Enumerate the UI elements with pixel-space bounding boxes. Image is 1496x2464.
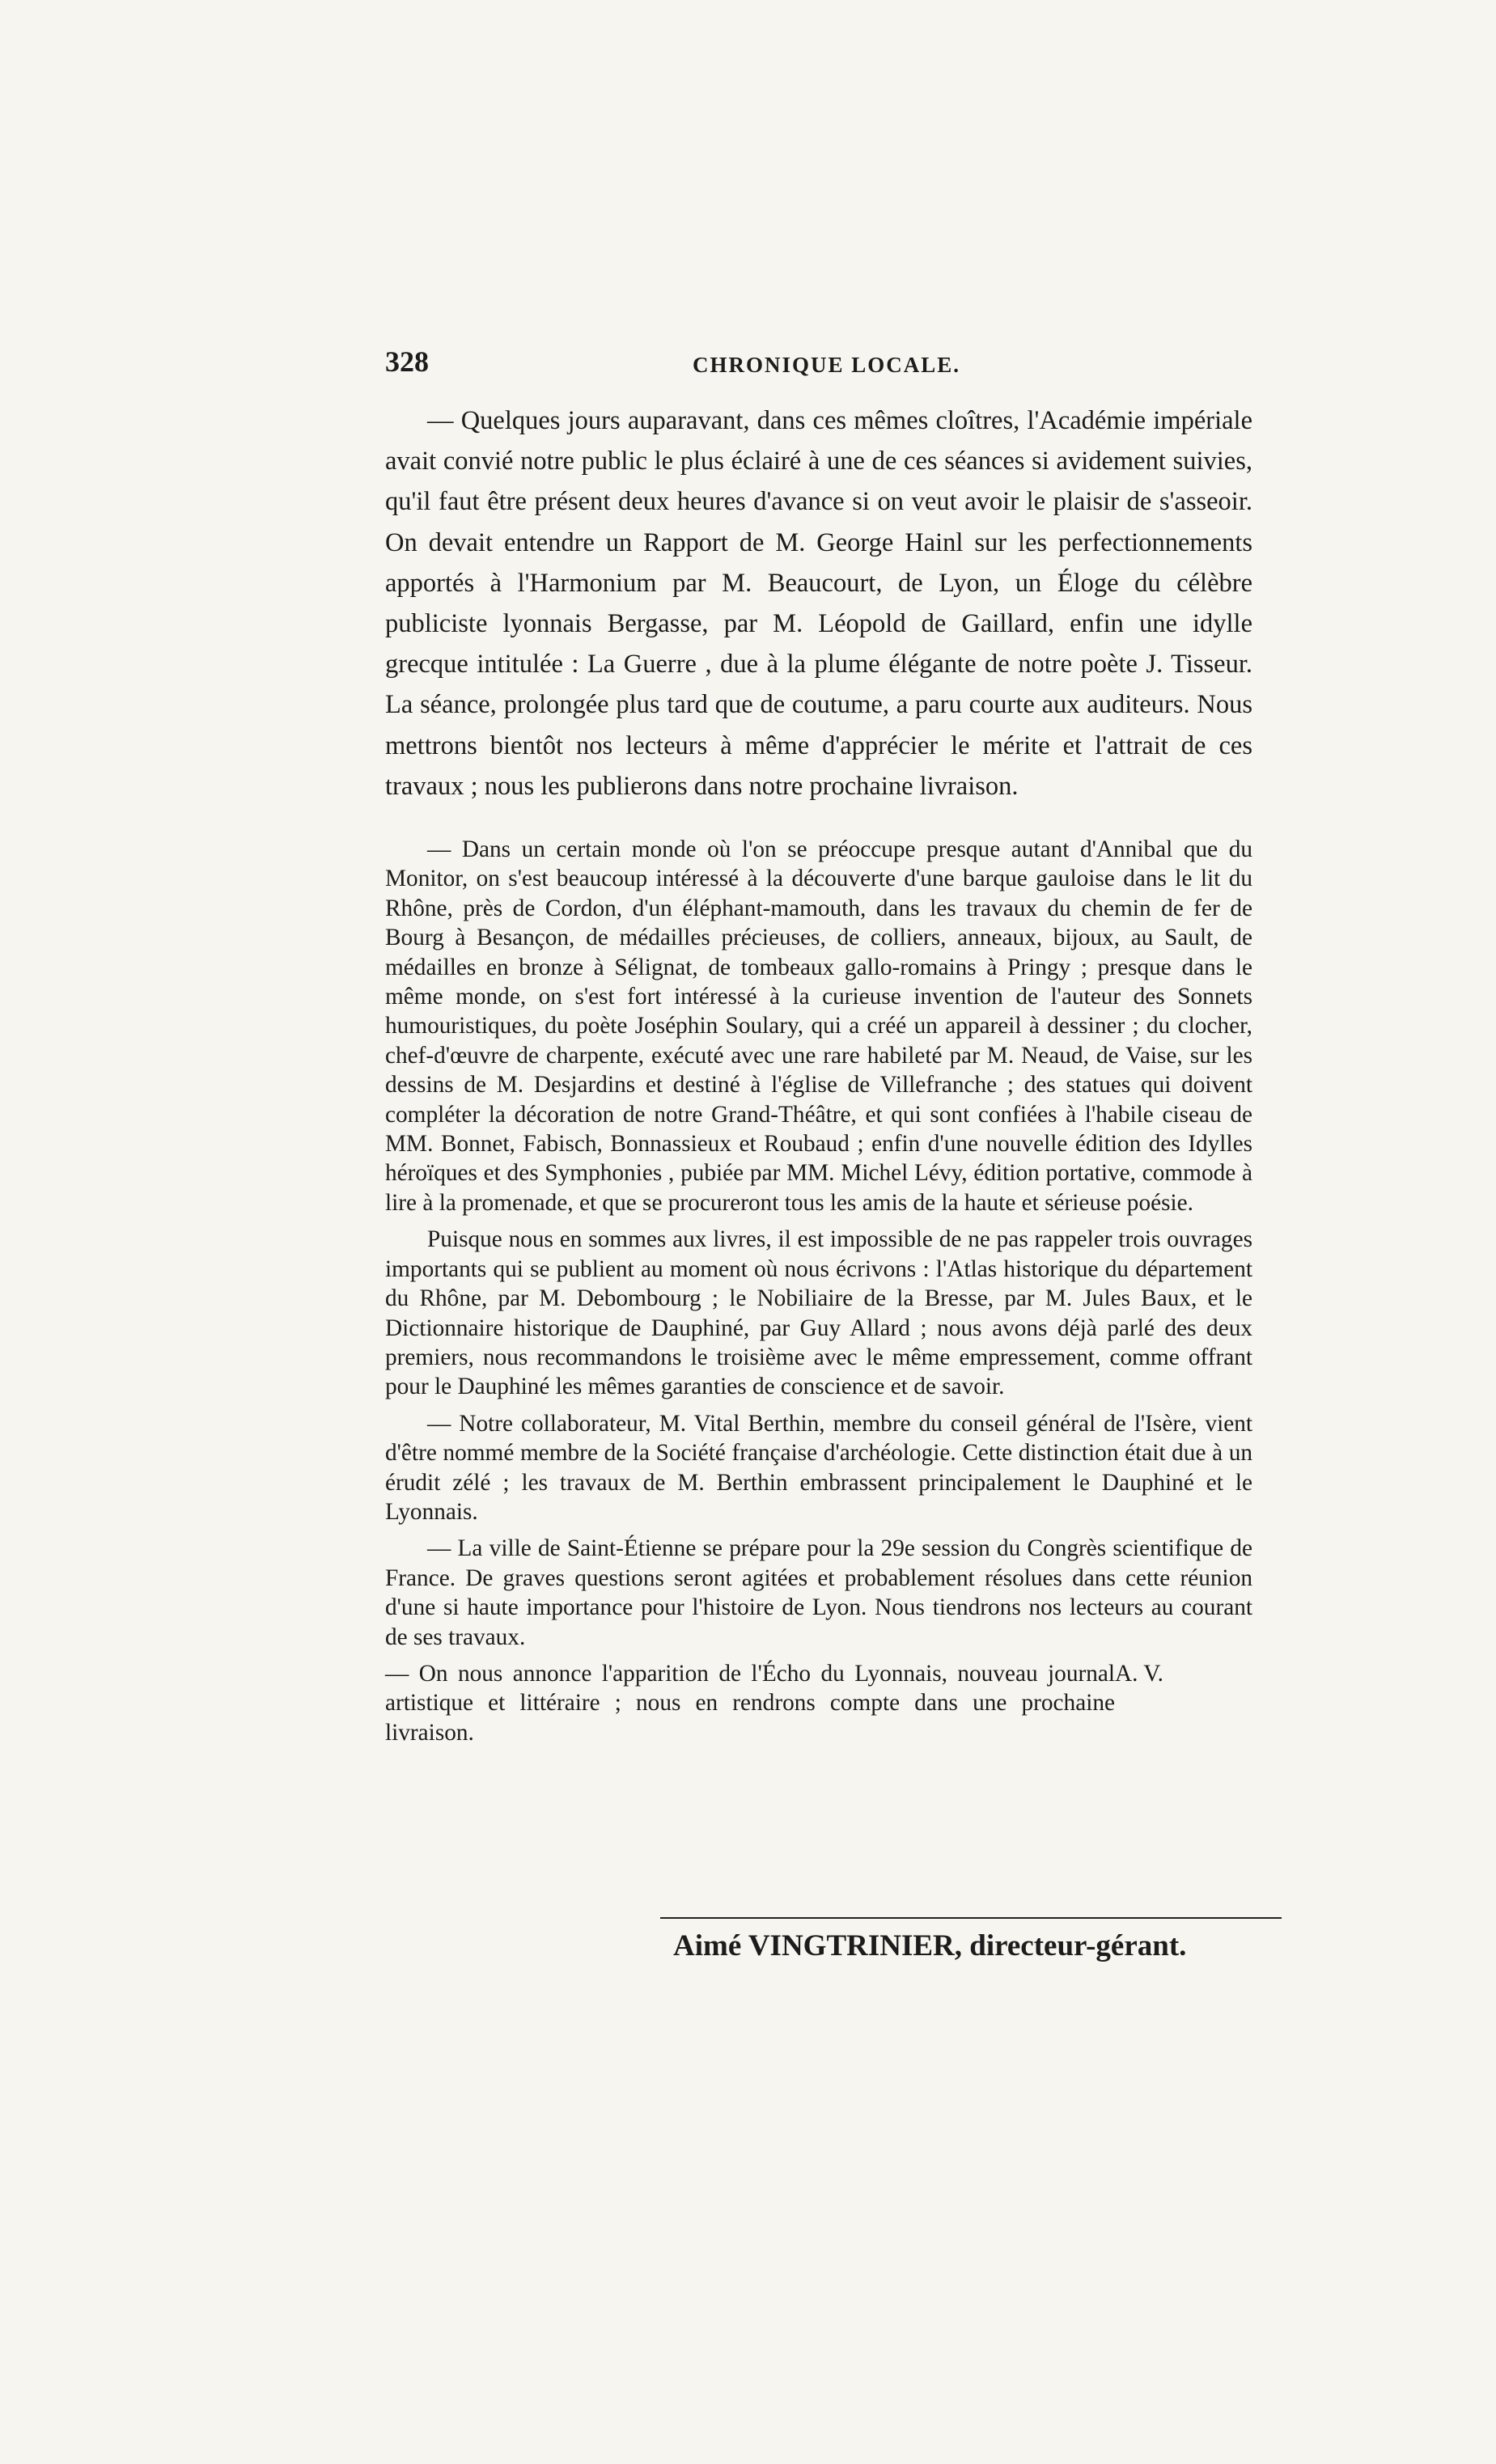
paragraph-berthin: — Notre collaborateur, M. Vital Berthin, membre du conseil général de l'Isère, vient d'être nommé membre de la Société française d'archéologie. Cette distinction était due à un érudit zélé ; les travaux de M. Berthin embrassent principalement le Dauphiné et le Lyonnais. [385,1410,1252,1525]
page-header [385,338,1267,387]
paragraph-livres: Puisque nous en sommes aux livres, il est impossible de ne pas rappeler trois ouvrages importants qui se publient au moment où nous écrivons : l'Atlas historique du département du Rhône, par M. Debombourg ; le Nobiliaire de la Bresse, par M. Jules Baux, et le Dictionnaire historique de Dauphiné, par Guy Allard ; nous avons déjà parlé des deux premiers, nous recommandons le troisième avec le même empressement, comme offrant pour le Dauphiné les mêmes garanties de conscience et de savoir. [385,1226,1252,1400]
paragraph-congres: — La ville de Saint-Étienne se prépare pour la 29e session du Congrès scientifique de France. De graves questions seront agitées et probablement résolues dans cette réunion d'une si haute importance pour l'histoire de Lyon. Nous tiendrons nos lecteurs au courant de ses travaux. [385,1535,1252,1650]
director-signature: Aimé VINGTRINIER, directeur-gérant. [673,1929,1187,1962]
paragraph-academie: — Quelques jours auparavant, dans ces mêmes cloîtres, l'Académie impériale avait convié notre public le plus éclairé à une de ces séances si avidement suivies, qu'il faut être présent deux heures d'avance si on veut avoir le plaisir de s'asseoir. On devait entendre un Rapport de M. George Hainl sur les perfectionnements apportés à l'Harmonium par M. Beaucourt, de Lyon, un Éloge du célèbre publiciste lyonnais Bergasse, par M. Léopold de Gaillard, enfin une idylle grecque intitulée : La Guerre , due à la plume élégante de notre poète J. Tisseur. La séance, prolongée plus tard que de coutume, a paru courte aux auditeurs. Nous mettrons bientôt nos lecteurs à même d'apprécier le mérite et l'attrait de ces travaux ; nous les publierons dans notre prochaine livraison. [385,406,1252,801]
text-block-large [385,400,1252,807]
author-initials: A. V. [1115,1660,1163,1687]
paragraph-decouvertes: — Dans un certain monde où l'on se préoccupe presque autant d'Annibal que du Monitor, on s'est beaucoup intéressé à la découverte d'une barque gauloise dans le lit du Rhône, près de Cordon, d'un éléphant-mamouth, dans les travaux du chemin de fer de Bourg à Besançon, de médailles précieuses, de colliers, anneaux, bijoux, au Sault, de médailles en bronze à Sélignat, de tombeaux gallo-romains à Pringy ; presque dans le même monde, on s'est fort intéressé à la curieuse invention de l'auteur des Sonnets humouristiques, du poète Joséphin Soulary, qui a créé un appareil à dessiner ; du clocher, chef-d'œuvre de charpente, exécuté avec une rare habileté par M. Neaud, de Vaise, sur les dessins de M. Desjardins et destiné à l'église de Villefranche ; des statues qui doivent compléter la décoration de notre Grand-Théâtre, et qui sont confiées à l'habile ciseau de MM. Bonnet, Fabisch, Bonnassieux et Roubaud ; enfin d'une nouvelle édition des Idylles héroïques et des Symphonies , pubiée par MM. Michel Lévy, édition portative, commode à lire à la promenade, et que se procureront tous les amis de la haute et sérieuse poésie. [385,836,1252,1216]
paragraph-echo [385,1659,1252,1747]
running-title: CHRONIQUE LOCALE. [693,353,961,377]
page-number: 328 [385,345,429,378]
paragraph-echo-text: — On nous annonce l'apparition de l'Écho du Lyonnais, nouveau journal artistique et littéraire ; nous en rendrons compte dans une prochaine livraison. [385,1660,1116,1746]
footer-rule [660,1917,1282,1919]
text-block-small [385,835,1252,1755]
